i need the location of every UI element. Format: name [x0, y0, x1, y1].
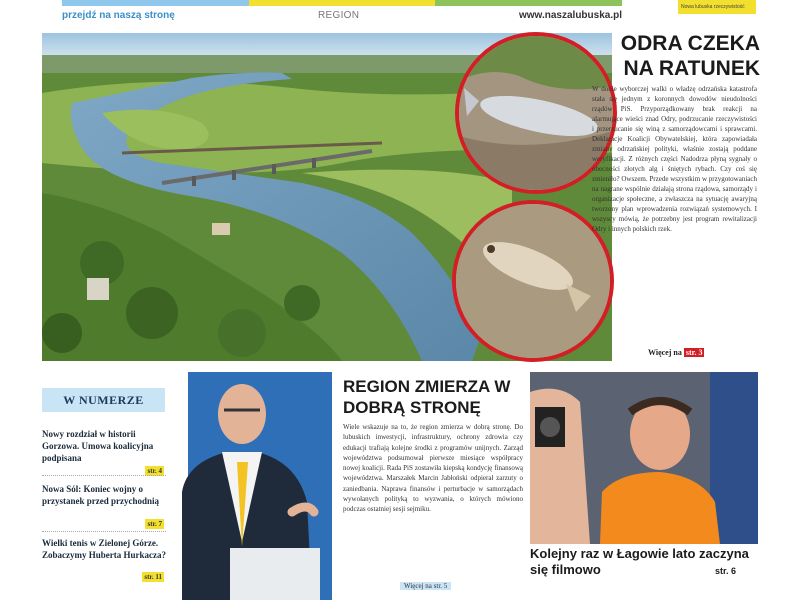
divider: [42, 475, 166, 476]
main-article-more[interactable]: [648, 348, 704, 357]
article2-body: Wiele wskazuje na to, że region zmierza w dobrą stronę. Do lubuskich inwestycji, infrastruktury, ochrony zdrowia czy edukacji trafiają kolejne środki z programów unijnych. Zarząd województwa podsumował pierwsze miesiące współpracy nowej koalicji. Rada PiS zostawiła kiepską kondycję finansową województwa. Marszałek Marcin Jabłoński odpierał zarzuty o zaniedbania. Naprawa finansów i perturbacje w samorządach wywołanych polityką to wyzwania, o których mówiono podczas ostatniej sesji sejmiku.: [343, 423, 523, 514]
article2-title[interactable]: REGION ZMIERZA W DOBRĄ STRONĘ: [343, 377, 511, 417]
headline-line-1: ODRA CZEKA: [620, 32, 760, 55]
in-issue-item-3[interactable]: [42, 537, 166, 581]
festival-man-image: [530, 372, 758, 544]
top-badge: Nowa lubuska rzeczywistość: [678, 0, 756, 14]
main-article-body: W dobie wyborczej walki o władzę odrzańska katastrofa stała się jednym z koronnych dowodów nieudolności rządów PiS. Przyporządkowany brak reakcji na alarmujące wieści znad Odry, podrzucanie rzeczywistości i przerzucanie się winą z samorządowcami i sprawcami. Deklaracje Koalicji Obywatelskiej, która zapowiadała zmiany odrzańskiej polityki, właśnie zostają poddane weryfikacji. Z różnych części Nadodrza płyną sygnały o obecności złotych alg i śniętych rybach. Czy coś się zmieniło? Owszem. Przede wszystkim w przygotowaniach na nagrane wspólnie działają strona rządowa, samorządy i organizacje społeczne, a zwłaszcza na sytuację awaryjną tworzony plan wprowadzenia rozwiązań systemowych. I wszyscy mówią, że potrzebny jest program rewitalizacji Odry i innych polskich rzek.: [592, 85, 757, 233]
dead-fish-photo-2: [452, 200, 614, 362]
in-issue-item-text: Nowy rozdział w historii Gorzowa. Umowa koalicyjna podpisana: [42, 429, 154, 463]
strip-blue: [62, 0, 249, 6]
dead-fish-image-2: [456, 204, 610, 358]
in-issue-item-page: str. 7: [147, 520, 162, 528]
more-label: Więcej na: [648, 348, 682, 357]
article3-page: str. 6: [714, 566, 736, 576]
in-issue-item-1[interactable]: [42, 428, 166, 475]
top-color-strip: [62, 0, 622, 6]
article2-more[interactable]: Więcej na str. 5: [400, 582, 451, 590]
in-issue-item-page: str. 4: [147, 467, 162, 475]
divider: [42, 531, 166, 532]
main-headline[interactable]: [590, 31, 760, 81]
in-issue-item-page: str. 11: [144, 573, 162, 581]
in-issue-heading: W NUMERZE: [42, 388, 165, 412]
strip-yellow: [249, 0, 436, 6]
in-issue-item-2[interactable]: [42, 483, 166, 528]
home-link[interactable]: przejdź na naszą stronę: [62, 10, 175, 21]
festival-photo: [530, 372, 758, 544]
speaker-photo: [172, 372, 332, 600]
article3-caption[interactable]: [530, 546, 758, 578]
section-label: REGION: [318, 10, 360, 21]
headline-line-2: NA RATUNEK: [623, 57, 760, 80]
speaker-image: [172, 372, 332, 600]
more-page-badge: str. 3: [685, 348, 703, 357]
in-issue-item-text: Nowa Sól: Koniec wojny o przystanek przed przychodnią: [42, 484, 159, 506]
strip-green: [435, 0, 622, 6]
in-issue-item-text: Wielki tenis w Zielonej Górze. Zobaczymy Huberta Hurkacza?: [42, 538, 166, 560]
article3-caption-text: Kolejny raz w Łagowie lato zaczyna się filmowo: [530, 546, 749, 577]
topbar: [62, 10, 622, 26]
site-link[interactable]: www.naszalubuska.pl: [519, 10, 622, 21]
